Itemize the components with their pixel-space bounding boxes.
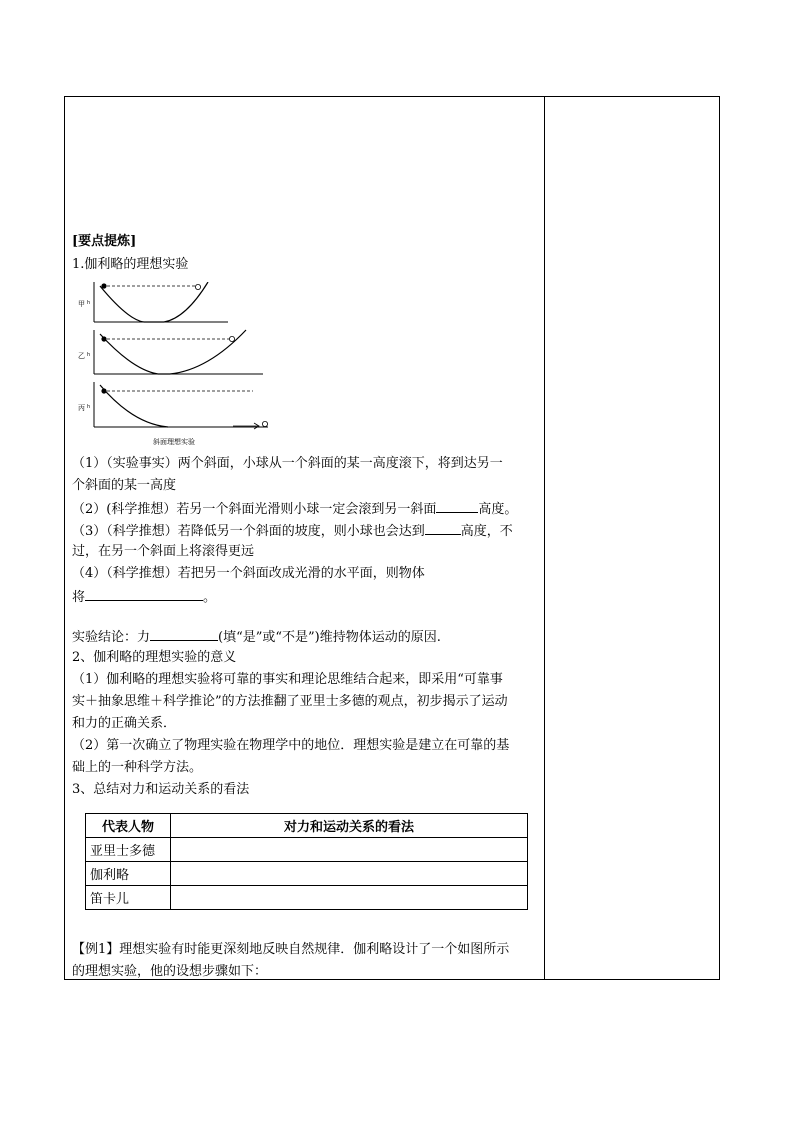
table-header: 对力和运动关系的看法 [171,814,528,838]
item1-title: 1.伽利略的理想实验 [72,257,189,272]
section-title: [要点提炼] [72,234,137,249]
height-label: h [87,352,91,358]
answer-blank[interactable] [150,628,218,641]
text-line: 个斜面的某一高度 [72,478,177,493]
ball-end [229,336,234,341]
text-line: 将 。 [72,590,217,605]
worksheet-table [64,96,720,980]
text-line: 过，在另一个斜面上将滚得更远 [72,544,255,559]
text-line: 础上的一种科学方法。 [72,760,203,775]
diagram-label-yi: 乙 [78,352,85,360]
table-header: 代表人物 [86,814,171,838]
diagram-caption: 斜面理想实验 [153,438,195,446]
text-line: （3）（科学推想）若降低另一个斜面的坡度，则小球也会达到 高度，不 [72,524,513,539]
text-line: （1）（实验事实）两个斜面，小球从一个斜面的某一高度滚下，将到达另一 [72,456,503,471]
answer-blank[interactable] [425,522,461,535]
views-table [85,813,528,910]
view-cell[interactable] [171,886,528,910]
ball-start [101,283,106,288]
text-line: 和力的正确关系． [72,716,177,731]
text-line: （2）第一次确立了物理实验在物理学中的地位．理想实验是建立在可靠的基 [72,738,510,753]
track-curve [100,282,208,322]
view-cell[interactable] [171,838,528,862]
person-cell: 笛卡儿 [86,886,171,910]
example-line: 【例1】理想实验有时能更深刻地反映自然规律．伽利略设计了一个如图所示 [72,942,510,957]
column-divider [544,97,545,979]
view-cell[interactable] [171,862,528,886]
person-cell: 伽利略 [86,862,171,886]
height-label: h [87,300,91,306]
track-curve [100,330,246,374]
inclined-plane-diagram [78,282,278,447]
person-cell: 亚里士多德 [86,838,171,862]
table-header-row [86,814,528,838]
table-row [86,862,528,886]
conclusion-line: 实验结论：力 (填“是”或“不是”)维持物体运动的原因. [72,630,441,645]
ball-end [262,421,267,426]
text-line: 实＋抽象思维＋科学推论”的方法推翻了亚里士多德的观点，初步揭示了运动 [72,694,508,709]
height-label: h [87,404,91,410]
ball-end [195,284,200,289]
text-line: （2）(科学推想）若另一个斜面光滑则小球一定会滚到另一斜面 高度。 [72,502,518,517]
item2-title: 2、伽利略的理想实验的意义 [72,650,237,665]
text-line: （1）伽利略的理想实验将可靠的事实和理论思维结合起来，即采用“可靠事 [72,672,503,687]
ball-start [101,388,106,393]
example-line: 的理想实验，他的设想步骤如下： [72,964,268,979]
ball-start [101,336,106,341]
item3-title: 3、总结对力和运动关系的看法 [72,782,250,797]
table-row [86,886,528,910]
table-row [86,838,528,862]
diagram-label-bing: 丙 [78,404,85,412]
text-line: （4）（科学推想）若把另一个斜面改成光滑的水平面，则物体 [72,566,425,581]
answer-blank[interactable] [436,500,478,513]
answer-blank[interactable] [85,588,203,601]
diagram-label-jia: 甲 [78,300,85,308]
